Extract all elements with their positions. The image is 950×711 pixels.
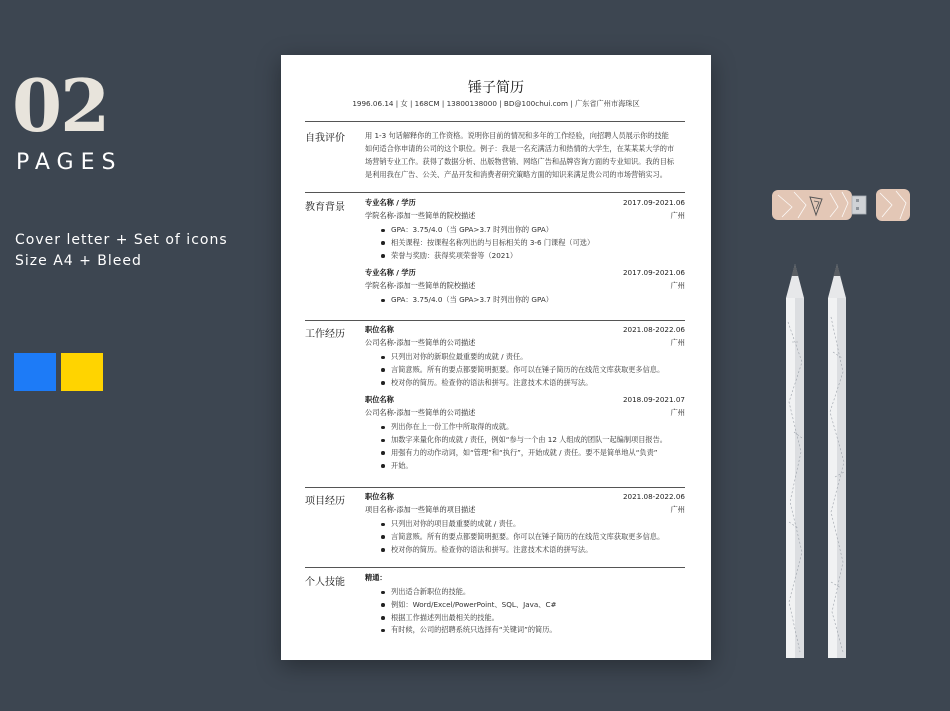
summary-line: 如何适合你申请的公司的这个职位。例子：我是一名充满活力和热情的大学生，在某某某大学的市 (365, 144, 675, 153)
summary-line: 是利用我在广告、公关、产品开发和消费者研究策略方面的知识来满足贵公司的市场营销实习。 (365, 170, 667, 179)
bullet-item: GPA：3.75/4.0（当 GPA>3.7 时列出你的 GPA） (391, 294, 685, 307)
bullet-item: 列出适合新职位的技能。 (391, 586, 685, 599)
entry-title: 职位名称 (365, 395, 394, 405)
color-swatch-blue (14, 353, 56, 391)
section-label: 工作经历 (305, 329, 345, 340)
section-label: 个人技能 (305, 577, 345, 588)
entry-title: 专业名称 / 学历 (365, 268, 416, 278)
section-divider (305, 320, 685, 321)
section-education (305, 198, 685, 313)
skills-heading: 精通： (365, 573, 387, 582)
resume-contact-line: 1996.06.14 | 女 | 168CM | 13800138000 | BD@100chui.com | 广东省广州市海珠区 (352, 99, 640, 108)
section-project (305, 492, 685, 562)
bullet-item: 荣誉与奖励：获得奖项荣誉等（2021） (391, 250, 685, 263)
feature-line-1: Cover letter + Set of icons (15, 232, 228, 248)
pencil-icon (780, 262, 810, 662)
bullet-item: 例如：Word/Excel/PowerPoint、SQL、Java、C# (391, 599, 685, 612)
section-work (305, 325, 685, 485)
pencil-icon (822, 262, 852, 662)
entry-location: 广州 (670, 505, 685, 514)
bullet-item: 相关课程：按课程名称列出的与目标相关的 3-6 门课程（可选） (391, 237, 685, 250)
entry-location: 广州 (670, 408, 685, 418)
section-label: 教育背景 (305, 202, 345, 213)
entry-date: 2021.08-2022.06 (622, 325, 685, 334)
bullet-item: 加数字来量化你的成就 / 责任，例如“参与一个由 12 人组成的团队一起编制项目报告。 (391, 434, 685, 447)
bullet-item: 列出你在上一份工作中所取得的成就。 (391, 421, 685, 434)
entry-date: 2017.09-2021.06 (622, 268, 685, 278)
bullet-item: 用强有力的动作动词，如“管理”和“执行”，开始成就 / 责任。要不是简单地从“负责” (391, 447, 685, 460)
entry-location: 广州 (670, 281, 685, 291)
section-divider (305, 567, 685, 568)
summary-line: 用 1-3 句话解释你的工作资格。说明你目前的情况和多年的工作经验，向招聘人员展示你的技能 (365, 131, 669, 140)
bullet-item: 言简意赅。所有的要点都要简明扼要。你可以在锤子简历的在线范文库获取更多信息。 (391, 364, 685, 377)
entry-subtitle: 公司名称-添加一些简单的公司描述 (365, 338, 476, 347)
usb-drive-icon (772, 187, 912, 227)
bullet-item: 校对你的简历。检查你的语法和拼写。注意技术术语的拼写法。 (391, 544, 685, 557)
bullet-item: 根据工作描述列出最相关的技能。 (391, 612, 685, 625)
bullet-item: GPA：3.75/4.0（当 GPA>3.7 时列出你的 GPA） (391, 224, 685, 237)
bullet-continuation: 开始。 (391, 460, 685, 473)
entry-location: 广州 (670, 338, 685, 347)
entry-date: 2017.09-2021.06 (622, 198, 685, 207)
entry-date: 2018.09-2021.07 (622, 395, 685, 405)
entry-title: 专业名称 / 学历 (365, 198, 416, 207)
education-entry (365, 268, 685, 307)
bullet-item: 言简意赅。所有的要点都要简明扼要。你可以在锤子简历的在线范文库获取更多信息。 (391, 531, 685, 544)
section-label: 自我评价 (305, 133, 345, 144)
section-summary (305, 129, 685, 181)
bullet-item: 只列出对你的新职位最重要的成就 / 责任。 (391, 351, 685, 364)
entry-title: 职位名称 (365, 492, 394, 501)
work-entry (365, 325, 685, 389)
bullet-item: 校对你的简历。检查你的语法和拼写。注意技术术语的拼写法。 (391, 377, 685, 390)
entry-title: 职位名称 (365, 325, 394, 334)
bullet-item: 有时候，公司的招聘系统只选择有“关键词”的简历。 (391, 624, 685, 637)
section-skills (305, 573, 685, 643)
entry-subtitle: 学院名称-添加一些简单的院校描述 (365, 211, 476, 220)
pages-count: 02 (12, 63, 109, 148)
entry-location: 广州 (670, 211, 685, 220)
project-entry (365, 492, 685, 556)
summary-line: 场营销专业工作。获得了数据分析、出版物营销、网络广告和品牌咨询方面的专业知识。我的目标 (365, 157, 675, 166)
education-entry (365, 198, 685, 262)
entry-subtitle: 学院名称-添加一些简单的院校描述 (365, 281, 476, 291)
pages-label: PAGES (16, 150, 123, 175)
section-divider (305, 487, 685, 488)
resume-title: 锤子简历 (468, 80, 524, 96)
entry-subtitle: 项目名称-添加一些简单的项目描述 (365, 505, 476, 514)
section-divider (305, 192, 685, 193)
entry-date: 2021.08-2022.06 (622, 492, 685, 501)
feature-line-2: Size A4 + Bleed (15, 253, 142, 269)
section-divider (305, 121, 685, 122)
resume-sheet (281, 55, 711, 660)
entry-subtitle: 公司名称-添加一些简单的公司描述 (365, 408, 476, 418)
bullet-item: 只列出对你的项目最重要的成就 / 责任。 (391, 518, 685, 531)
section-label: 项目经历 (305, 496, 345, 507)
color-swatch-yellow (61, 353, 103, 391)
work-entry (365, 395, 685, 472)
